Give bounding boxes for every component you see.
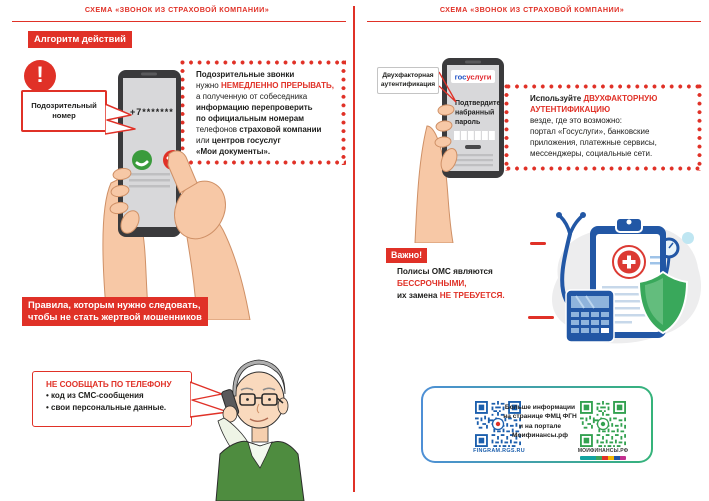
warning-line: «Мои документы». <box>196 147 271 156</box>
callout-line: номер <box>52 111 76 120</box>
advice-line-em: АУТЕНТИФИКАЦИЮ <box>530 105 611 114</box>
warning-line-em: НЕМЕДЛЕННО ПРЕРЫВАТЬ, <box>220 81 334 90</box>
qr-center-line: и на портале <box>519 422 561 430</box>
advice-line: везде, где это возможно: <box>530 116 623 125</box>
do-not-tell-bubble <box>32 371 192 427</box>
bubble-item: • свои персональные данные. <box>46 402 167 412</box>
section-badge-algorithm: Алгоритм действий <box>28 31 132 48</box>
qr-code-moifinansy <box>580 401 626 447</box>
warning-line: телефонов <box>196 125 240 134</box>
dotted-border-bottom <box>506 166 702 171</box>
bubble-title: НЕ СООБЩАТЬ ПО ТЕЛЕФОНУ <box>46 380 172 389</box>
warning-line: центров госуслуг <box>211 136 281 145</box>
advice-line: Используйте <box>530 94 584 103</box>
page-title-right: СХЕМА «ЗВОНОК ИЗ СТРАХОВОЙ КОМПАНИИ» <box>439 5 625 14</box>
section-badge-rules <box>22 297 208 326</box>
dotted-border-top <box>506 84 702 89</box>
twofactor-callout <box>377 67 439 94</box>
rules-line: Правила, которым нужно следовать, <box>28 298 201 310</box>
brand-stripes <box>580 456 626 460</box>
phone-speaker <box>141 73 157 76</box>
qr-center-line: Больше информации <box>504 404 576 411</box>
callout-line: аутентификация <box>380 80 436 88</box>
dotted-border-right <box>697 84 702 171</box>
header-rule-right <box>367 21 701 22</box>
warning-line: Подозрительные звонки <box>196 70 295 79</box>
advice-line: мессенджеры, социальные сети. <box>530 149 653 158</box>
advice-text <box>530 93 657 159</box>
qr-label-moifinansy: МОИФИНАНСЫ.РФ <box>577 448 629 454</box>
advice-line: приложения, платежные сервисы, <box>530 138 657 147</box>
advice-line: портал «Госуслуги», банковские <box>530 127 650 136</box>
phone-call-illustration <box>85 55 260 320</box>
important-line: Полисы ОМС являются <box>397 267 493 276</box>
password-prompt: пароль <box>455 119 481 126</box>
callout-tail <box>439 70 459 106</box>
warning-line: информацию перепроверить <box>196 103 313 112</box>
callout-line: Двухфакторная <box>382 71 434 79</box>
svg-text:госуслуги <box>455 73 492 82</box>
answer-call-icon <box>132 150 152 170</box>
qr-label-fingram: FINGRAM.RGS.RU <box>473 448 525 454</box>
calculator-icon <box>566 290 614 342</box>
important-line-em: БЕССРОЧНЫМИ, <box>397 279 467 288</box>
callout-line: Подозрительный <box>31 101 97 110</box>
header-rule-left <box>12 21 346 22</box>
gosuslugi-logo-part1: гос <box>454 72 467 82</box>
important-line-em: НЕ ТРЕБУЕТСЯ. <box>439 291 505 300</box>
qr-center-line: Моифинансы.рф <box>512 432 568 440</box>
password-prompt: Подтвердите <box>455 100 501 107</box>
important-badge: Важно! <box>386 248 427 263</box>
callout-tail <box>105 100 139 136</box>
suspicious-number-callout <box>21 90 107 132</box>
man-on-phone-illustration <box>192 352 322 501</box>
qr-center-text <box>489 403 591 441</box>
important-text <box>397 266 505 302</box>
page-title-left: СХЕМА «ЗВОНОК ИЗ СТРАХОВОЙ КОМПАНИИ» <box>84 5 270 14</box>
rules-line: чтобы не стать жертвой мошенников <box>28 311 202 323</box>
phone-speaker <box>465 61 481 64</box>
password-prompt: набранный <box>455 109 495 117</box>
gosuslugi-logo-part2: услуги <box>466 72 492 82</box>
dotted-border-right <box>341 60 346 165</box>
advice-line-em: ДВУХФАКТОРНУЮ <box>583 94 658 103</box>
column-divider <box>353 6 355 492</box>
qr-info-panel <box>421 386 653 463</box>
bubble-item: • код из СМС-сообщения <box>46 391 144 400</box>
warning-line: или <box>196 136 212 145</box>
warning-line: а полученную от собеседника <box>196 92 308 101</box>
warning-line: по официальным номерам <box>196 114 305 123</box>
exclamation-icon: ! <box>24 60 56 92</box>
medical-insurance-illustration <box>528 208 709 353</box>
caller-number: +7******* <box>130 107 174 117</box>
qr-center-line: на странице ФМЦ ФГН <box>503 413 577 421</box>
important-line: их замена <box>397 291 440 300</box>
warning-line: нужно <box>196 81 221 90</box>
warning-line: страховой компании <box>239 125 322 134</box>
